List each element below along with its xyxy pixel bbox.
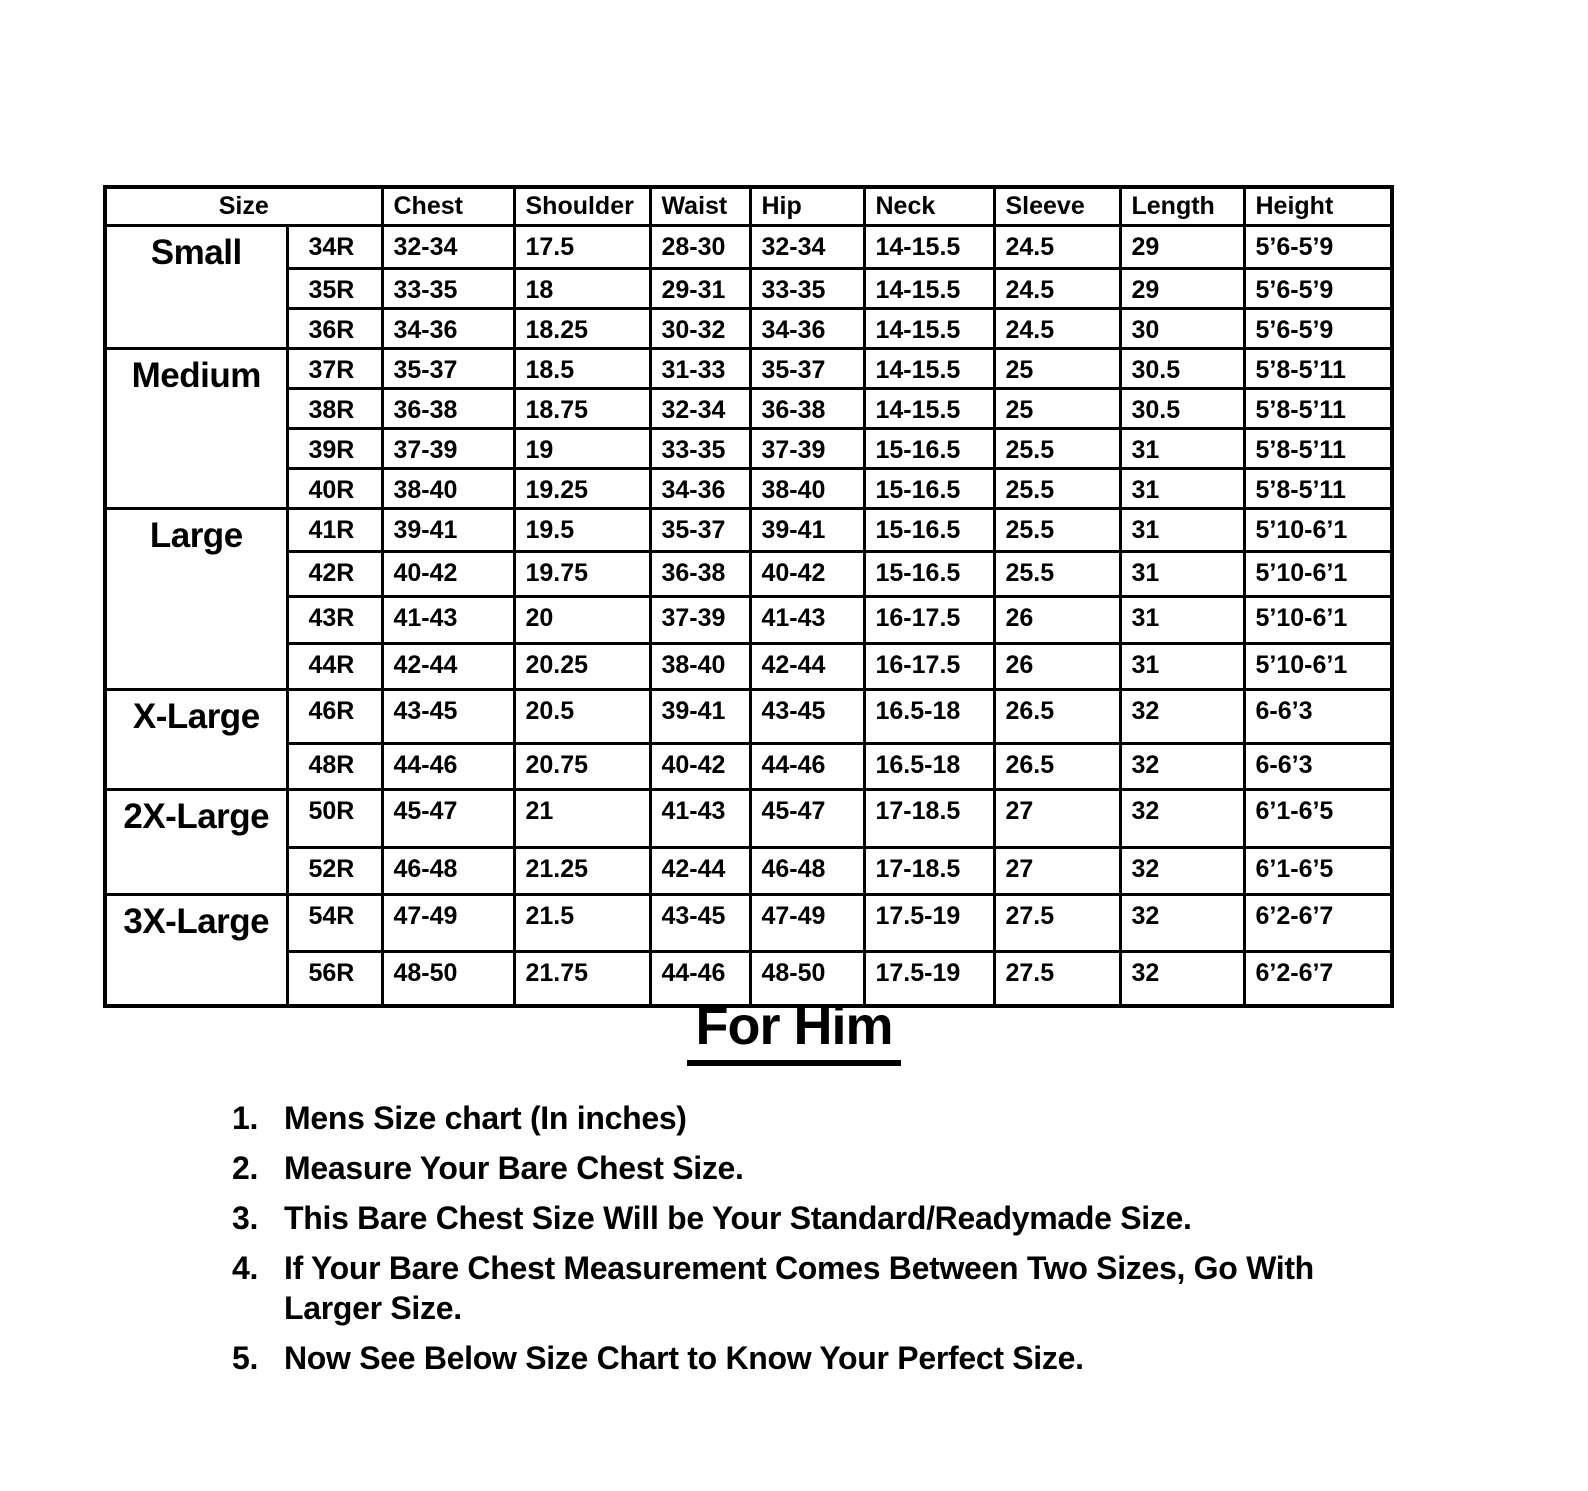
measurement-cell: 30	[1120, 308, 1244, 348]
instruction-text: If Your Bare Chest Measurement Comes Between Two Sizes, Go With Larger Size.	[284, 1250, 1314, 1326]
measurement-cell: 39-41	[750, 508, 864, 551]
measurement-cell: 45-47	[750, 789, 864, 847]
size-code-cell: 50R	[287, 789, 382, 847]
measurement-cell: 18.75	[514, 388, 650, 428]
measurement-cell: 32-34	[750, 225, 864, 268]
measurement-cell: 41-43	[650, 789, 750, 847]
instruction-text: Now See Below Size Chart to Know Your Perfect Size.	[284, 1340, 1084, 1376]
measurement-cell: 6-6’3	[1244, 743, 1392, 789]
measurement-cell: 19.75	[514, 551, 650, 596]
measurement-cell: 27.5	[994, 951, 1120, 1006]
measurement-cell: 37-39	[382, 428, 514, 468]
measurement-cell: 17-18.5	[864, 789, 994, 847]
measurement-cell: 6-6’3	[1244, 689, 1392, 743]
measurement-cell: 35-37	[750, 348, 864, 388]
measurement-cell: 30-32	[650, 308, 750, 348]
size-code-cell: 42R	[287, 551, 382, 596]
size-code-cell: 38R	[287, 388, 382, 428]
measurement-cell: 6’2-6’7	[1244, 951, 1392, 1006]
measurement-cell: 36-38	[750, 388, 864, 428]
measurement-cell: 14-15.5	[864, 225, 994, 268]
measurement-cell: 32	[1120, 743, 1244, 789]
column-header-size: Size	[105, 187, 382, 225]
column-header-shoulder: Shoulder	[514, 187, 650, 225]
measurement-cell: 46-48	[750, 847, 864, 894]
size-group-label: Small	[105, 225, 287, 348]
size-group-label: Large	[105, 508, 287, 689]
section-title-wrap	[0, 995, 1588, 1066]
measurement-cell: 26.5	[994, 743, 1120, 789]
instruction-number: 4.	[232, 1250, 259, 1286]
measurement-cell: 5’10-6’1	[1244, 508, 1392, 551]
measurement-cell: 32-34	[382, 225, 514, 268]
measurement-cell: 26.5	[994, 689, 1120, 743]
measurement-cell: 15-16.5	[864, 508, 994, 551]
size-code-cell: 37R	[287, 348, 382, 388]
measurement-cell: 25.5	[994, 551, 1120, 596]
measurement-cell: 5’10-6’1	[1244, 596, 1392, 643]
measurement-cell: 25	[994, 388, 1120, 428]
measurement-cell: 15-16.5	[864, 551, 994, 596]
measurement-cell: 21	[514, 789, 650, 847]
instruction-number: 2.	[232, 1150, 259, 1186]
measurement-cell: 5’8-5’11	[1244, 468, 1392, 508]
instruction-number: 5.	[232, 1340, 259, 1376]
measurement-cell: 44-46	[750, 743, 864, 789]
measurement-cell: 20.5	[514, 689, 650, 743]
measurement-cell: 43-45	[750, 689, 864, 743]
instructions-list	[232, 1098, 1392, 1388]
measurement-cell: 28-30	[650, 225, 750, 268]
measurement-cell: 6’2-6’7	[1244, 894, 1392, 951]
instruction-text: Measure Your Bare Chest Size.	[284, 1150, 744, 1186]
measurement-cell: 47-49	[750, 894, 864, 951]
measurement-cell: 39-41	[382, 508, 514, 551]
measurement-cell: 16-17.5	[864, 596, 994, 643]
measurement-cell: 38-40	[650, 643, 750, 689]
measurement-cell: 18.5	[514, 348, 650, 388]
size-code-cell: 46R	[287, 689, 382, 743]
measurement-cell: 19	[514, 428, 650, 468]
table-row	[105, 468, 1392, 508]
measurement-cell: 48-50	[382, 951, 514, 1006]
instruction-text: Mens Size chart (In inches)	[284, 1100, 687, 1136]
measurement-cell: 34-36	[750, 308, 864, 348]
measurement-cell: 20.75	[514, 743, 650, 789]
measurement-cell: 40-42	[650, 743, 750, 789]
measurement-cell: 17-18.5	[864, 847, 994, 894]
measurement-cell: 14-15.5	[864, 348, 994, 388]
measurement-cell: 21.5	[514, 894, 650, 951]
measurement-cell: 6’1-6’5	[1244, 847, 1392, 894]
measurement-cell: 37-39	[750, 428, 864, 468]
measurement-cell: 36-38	[382, 388, 514, 428]
measurement-cell: 20	[514, 596, 650, 643]
measurement-cell: 44-46	[650, 951, 750, 1006]
column-header-length: Length	[1120, 187, 1244, 225]
measurement-cell: 18.25	[514, 308, 650, 348]
table-row	[105, 348, 1392, 388]
measurement-cell: 32	[1120, 894, 1244, 951]
table-row	[105, 225, 1392, 268]
measurement-cell: 38-40	[382, 468, 514, 508]
measurement-cell: 6’1-6’5	[1244, 789, 1392, 847]
measurement-cell: 32	[1120, 951, 1244, 1006]
measurement-cell: 5’6-5’9	[1244, 268, 1392, 308]
measurement-cell: 24.5	[994, 268, 1120, 308]
table-row	[105, 789, 1392, 847]
table-row	[105, 596, 1392, 643]
measurement-cell: 32	[1120, 789, 1244, 847]
measurement-cell: 42-44	[382, 643, 514, 689]
measurement-cell: 27	[994, 847, 1120, 894]
header-row	[105, 187, 1392, 225]
measurement-cell: 29	[1120, 268, 1244, 308]
measurement-cell: 16.5-18	[864, 743, 994, 789]
measurement-cell: 31	[1120, 643, 1244, 689]
column-header-sleeve: Sleeve	[994, 187, 1120, 225]
measurement-cell: 45-47	[382, 789, 514, 847]
measurement-cell: 33-35	[650, 428, 750, 468]
table-row	[105, 847, 1392, 894]
measurement-cell: 26	[994, 596, 1120, 643]
column-header-waist: Waist	[650, 187, 750, 225]
table-row	[105, 643, 1392, 689]
size-code-cell: 35R	[287, 268, 382, 308]
size-code-cell: 39R	[287, 428, 382, 468]
size-code-cell: 43R	[287, 596, 382, 643]
measurement-cell: 5’6-5’9	[1244, 225, 1392, 268]
size-group-label: Medium	[105, 348, 287, 508]
measurement-cell: 16-17.5	[864, 643, 994, 689]
measurement-cell: 29-31	[650, 268, 750, 308]
measurement-cell: 5’8-5’11	[1244, 388, 1392, 428]
measurement-cell: 27	[994, 789, 1120, 847]
instruction-item	[232, 1098, 1392, 1138]
size-group-label: 2X-Large	[105, 789, 287, 894]
measurement-cell: 39-41	[650, 689, 750, 743]
instruction-item	[232, 1248, 1392, 1328]
measurement-cell: 15-16.5	[864, 468, 994, 508]
size-code-cell: 40R	[287, 468, 382, 508]
measurement-cell: 21.25	[514, 847, 650, 894]
column-header-chest: Chest	[382, 187, 514, 225]
size-code-cell: 44R	[287, 643, 382, 689]
measurement-cell: 32	[1120, 847, 1244, 894]
measurement-cell: 25	[994, 348, 1120, 388]
table-row	[105, 894, 1392, 951]
measurement-cell: 5’8-5’11	[1244, 348, 1392, 388]
instruction-item	[232, 1338, 1392, 1378]
section-title: For Him	[687, 995, 900, 1066]
measurement-cell: 34-36	[650, 468, 750, 508]
measurement-cell: 14-15.5	[864, 308, 994, 348]
measurement-cell: 34-36	[382, 308, 514, 348]
measurement-cell: 25.5	[994, 508, 1120, 551]
measurement-cell: 46-48	[382, 847, 514, 894]
measurement-cell: 33-35	[750, 268, 864, 308]
measurement-cell: 5’8-5’11	[1244, 428, 1392, 468]
size-code-cell: 48R	[287, 743, 382, 789]
measurement-cell: 40-42	[382, 551, 514, 596]
measurement-cell: 14-15.5	[864, 388, 994, 428]
measurement-cell: 27.5	[994, 894, 1120, 951]
measurement-cell: 31	[1120, 551, 1244, 596]
size-code-cell: 36R	[287, 308, 382, 348]
measurement-cell: 31	[1120, 596, 1244, 643]
measurement-cell: 36-38	[650, 551, 750, 596]
measurement-cell: 29	[1120, 225, 1244, 268]
instruction-number: 1.	[232, 1100, 259, 1136]
table-row	[105, 308, 1392, 348]
measurement-cell: 33-35	[382, 268, 514, 308]
instruction-text: This Bare Chest Size Will be Your Standard/Readymade Size.	[284, 1200, 1192, 1236]
measurement-cell: 32	[1120, 689, 1244, 743]
measurement-cell: 17.5	[514, 225, 650, 268]
measurement-cell: 16.5-18	[864, 689, 994, 743]
column-header-hip: Hip	[750, 187, 864, 225]
measurement-cell: 31-33	[650, 348, 750, 388]
measurement-cell: 19.5	[514, 508, 650, 551]
measurement-cell: 18	[514, 268, 650, 308]
instruction-number: 3.	[232, 1200, 259, 1236]
table-row	[105, 388, 1392, 428]
column-header-neck: Neck	[864, 187, 994, 225]
measurement-cell: 31	[1120, 468, 1244, 508]
instruction-item	[232, 1148, 1392, 1188]
measurement-cell: 40-42	[750, 551, 864, 596]
table-row	[105, 428, 1392, 468]
size-code-cell: 56R	[287, 951, 382, 1006]
measurement-cell: 24.5	[994, 308, 1120, 348]
measurement-cell: 30.5	[1120, 388, 1244, 428]
mens-size-chart-table	[103, 185, 1394, 1008]
measurement-cell: 47-49	[382, 894, 514, 951]
size-group-label: 3X-Large	[105, 894, 287, 1006]
table-row	[105, 268, 1392, 308]
measurement-cell: 25.5	[994, 428, 1120, 468]
measurement-cell: 43-45	[382, 689, 514, 743]
table-row	[105, 508, 1392, 551]
measurement-cell: 5’10-6’1	[1244, 551, 1392, 596]
table-row	[105, 689, 1392, 743]
measurement-cell: 5’6-5’9	[1244, 308, 1392, 348]
measurement-cell: 42-44	[750, 643, 864, 689]
size-code-cell: 41R	[287, 508, 382, 551]
measurement-cell: 41-43	[750, 596, 864, 643]
measurement-cell: 37-39	[650, 596, 750, 643]
measurement-cell: 42-44	[650, 847, 750, 894]
measurement-cell: 21.75	[514, 951, 650, 1006]
measurement-cell: 24.5	[994, 225, 1120, 268]
measurement-cell: 19.25	[514, 468, 650, 508]
measurement-cell: 17.5-19	[864, 951, 994, 1006]
measurement-cell: 35-37	[650, 508, 750, 551]
measurement-cell: 31	[1120, 508, 1244, 551]
measurement-cell: 48-50	[750, 951, 864, 1006]
table-row	[105, 743, 1392, 789]
measurement-cell: 25.5	[994, 468, 1120, 508]
size-code-cell: 52R	[287, 847, 382, 894]
measurement-cell: 15-16.5	[864, 428, 994, 468]
column-header-height: Height	[1244, 187, 1392, 225]
measurement-cell: 17.5-19	[864, 894, 994, 951]
size-code-cell: 54R	[287, 894, 382, 951]
measurement-cell: 20.25	[514, 643, 650, 689]
measurement-cell: 35-37	[382, 348, 514, 388]
measurement-cell: 41-43	[382, 596, 514, 643]
measurement-cell: 44-46	[382, 743, 514, 789]
measurement-cell: 30.5	[1120, 348, 1244, 388]
measurement-cell: 43-45	[650, 894, 750, 951]
measurement-cell: 31	[1120, 428, 1244, 468]
measurement-cell: 5’10-6’1	[1244, 643, 1392, 689]
measurement-cell: 26	[994, 643, 1120, 689]
size-group-label: X-Large	[105, 689, 287, 789]
measurement-cell: 32-34	[650, 388, 750, 428]
size-code-cell: 34R	[287, 225, 382, 268]
measurement-cell: 14-15.5	[864, 268, 994, 308]
measurement-cell: 38-40	[750, 468, 864, 508]
instruction-item	[232, 1198, 1392, 1238]
table-row	[105, 551, 1392, 596]
